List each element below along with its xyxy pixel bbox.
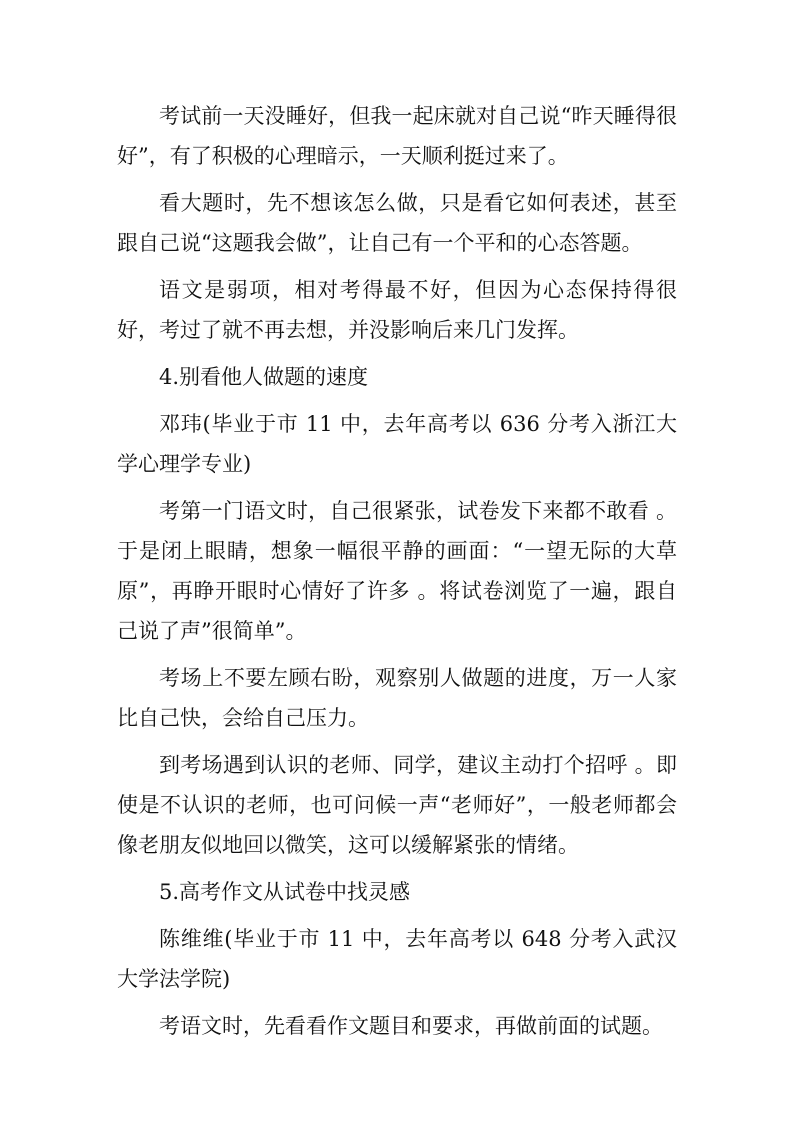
section-heading: 5.高考作文从试卷中找灵感 — [159, 880, 411, 904]
author-note: 邓玮(毕业于市 11 中，去年高考以 636 分考入浙江大学心理学专业) — [117, 412, 677, 476]
paragraph: 考第一门语文时，自己很紧张，试卷发下来都不敢看 。于是闭上眼睛，想象一幅很平静的画面：“一望无际的大草原”，再睁开眼时心情好了许多 。将试卷浏览了一遍，跟自己说了声”很简单”。 — [117, 499, 677, 643]
paragraph: 考场上不要左顾右盼，观察别人做题的进度，万一人家比自己快，会给自己压力。 — [117, 666, 677, 730]
paragraph: 考语文时，先看看作文题目和要求，再做前面的试题。 — [159, 1014, 663, 1038]
section-heading: 4.别看他人做题的速度 — [159, 365, 369, 389]
document-body — [117, 96, 677, 1053]
paragraph: 考试前一天没睡好，但我一起床就对自己说“昨天睡得很好”，有了积极的心理暗示，一天顺利挺过来了。 — [117, 104, 677, 168]
author-note: 陈维维(毕业于市 11 中，去年高考以 648 分考入武汉大学法学院) — [117, 927, 677, 991]
paragraph: 到考场遇到认识的老师、同学，建议主动打个招呼 。即使是不认识的老师，也可问候一声“老师好”，一般老师都会像老朋友似地回以微笑，这可以缓解紧张的情绪。 — [117, 753, 677, 857]
paragraph: 语文是弱项，相对考得最不好，但因为心态保持得很好，考过了就不再去想，并没影响后来几门发挥。 — [117, 278, 677, 342]
paragraph: 看大题时，先不想该怎么做，只是看它如何表述，甚至跟自己说“这题我会做”，让自己有一个平和的心态答题。 — [117, 191, 677, 255]
